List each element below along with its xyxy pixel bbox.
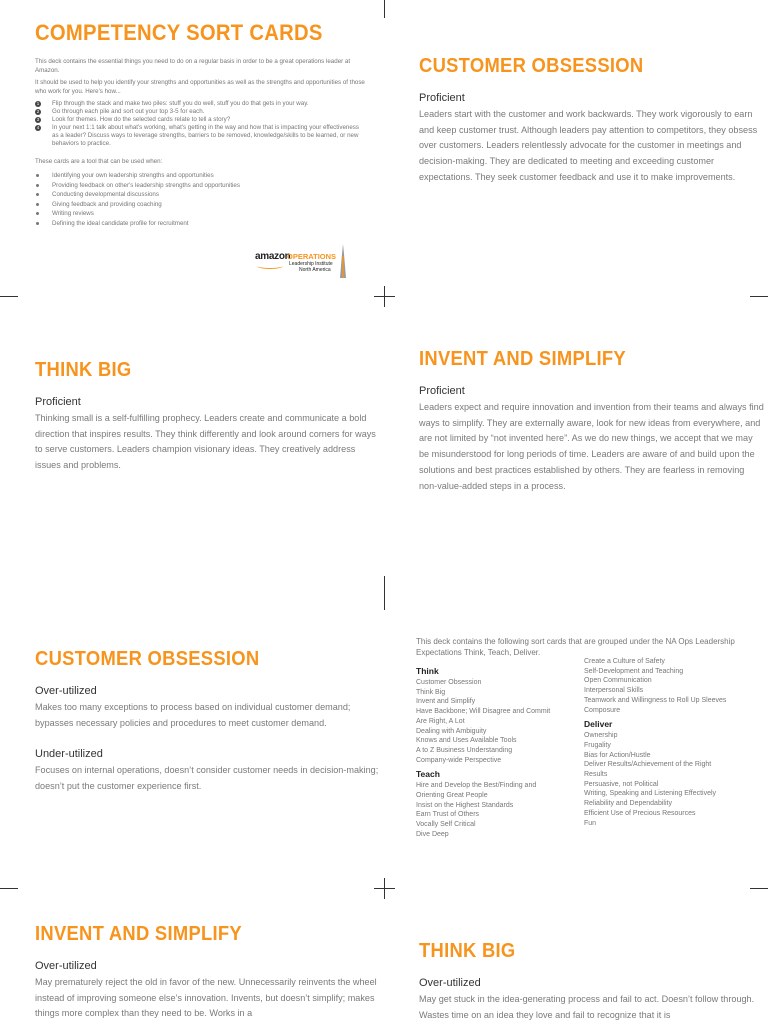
crop-mark bbox=[384, 0, 385, 18]
card-title: INVENT AND SIMPLIFY bbox=[35, 923, 242, 945]
use-item: Providing feedback on other's leadership strengths and opportunities bbox=[35, 181, 365, 191]
use-item: Conducting developmental discussions bbox=[35, 190, 365, 200]
crop-mark bbox=[750, 296, 768, 297]
list-item: Invent and Simplify bbox=[416, 698, 476, 706]
step-item: 3 Look for themes. How do the selected cards relate to tell a story? bbox=[36, 116, 231, 124]
card-subheading: Proficient bbox=[419, 385, 465, 397]
card-title: CUSTOMER OBSESSION bbox=[35, 648, 260, 670]
list-item: Deliver Results/Achievement of the Right bbox=[584, 761, 712, 769]
list-item: Earn Trust of Others bbox=[416, 811, 480, 819]
card-subheading: Over-utilized bbox=[419, 977, 481, 989]
list-item: Vocally Self Critical bbox=[416, 821, 476, 829]
uses-lead: These cards are a tool that can be used when: bbox=[35, 158, 163, 166]
use-item: Writing reviews bbox=[35, 209, 365, 219]
list-item: Have Backbone; Will Disagree and Commit bbox=[416, 708, 551, 716]
list-column-right bbox=[584, 657, 749, 828]
step-number-icon: 3 bbox=[36, 117, 40, 123]
use-item: Defining the ideal candidate profile for recruitment bbox=[35, 219, 365, 229]
use-item: Identifying your own leadership strengths and opportunities bbox=[35, 171, 365, 181]
list-item: Knows and Uses Available Tools bbox=[416, 737, 517, 745]
card-body: May prematurely reject the old in favor of the new. Unnecessarily reinvents the wheel instead of improving someone else’s innovation. Invents, but doesn’t simplify; makes things more complex than they need to be. Works in a bbox=[35, 977, 377, 1019]
card-customer-obsession-utilization bbox=[35, 648, 380, 795]
crop-mark bbox=[0, 888, 18, 889]
uses-list bbox=[35, 171, 365, 229]
list-item: Think Big bbox=[416, 688, 446, 696]
list-item: Open Communication bbox=[584, 677, 652, 685]
list-item: A to Z Business Understanding bbox=[416, 746, 513, 754]
list-item: Frugality bbox=[584, 741, 611, 749]
list-item: Hire and Develop the Best/Finding and bbox=[416, 782, 537, 790]
card-subheading: Under-utilized bbox=[35, 748, 103, 761]
crop-mark bbox=[0, 296, 18, 297]
list-item: Create a Culture of Safety bbox=[584, 658, 665, 665]
card-list-card bbox=[416, 636, 761, 838]
list-item: Dive Deep bbox=[416, 830, 449, 838]
list-item: Composure bbox=[584, 706, 621, 714]
list-item: Interpersonal Skills bbox=[584, 687, 644, 695]
group-heading-think: Think bbox=[416, 666, 439, 676]
card-body: Leaders expect and require innovation and invention from their teams and always find ways to simplify. They are externally aware, look for new ideas from everywhere, and are not limited by “not invented here”. As we do new things, we accept that we may be misunderstood for long periods of time. Leaders are aware of and build upon the solutions and best practices established by others. They are fearless in removing non-value-added steps in a process. bbox=[419, 402, 764, 491]
card-invent-simplify-overutilized bbox=[35, 923, 380, 1022]
card-title: INVENT AND SIMPLIFY bbox=[419, 348, 626, 370]
card-subheading: Over-utilized bbox=[35, 960, 97, 972]
use-item: Giving feedback and providing coaching bbox=[35, 200, 365, 210]
smile-icon bbox=[257, 263, 283, 269]
card-body: Makes too many exceptions to process based on individual customer demand; bypasses necessary policies and procedures to meet customer demand. bbox=[35, 702, 351, 728]
list-item: Orienting Great People bbox=[416, 792, 488, 800]
list-item: Customer Obsession bbox=[416, 679, 482, 686]
card-subheading: Proficient bbox=[35, 396, 81, 408]
step-number-icon: 4 bbox=[36, 125, 40, 131]
step-number-icon: 2 bbox=[36, 109, 40, 115]
list-item: Self-Development and Teaching bbox=[584, 667, 684, 675]
list-item: Fun bbox=[584, 819, 597, 827]
step-number-icon: 1 bbox=[36, 101, 40, 107]
card-body: May get stuck in the idea-generating process and fail to act. Doesn’t follow through. Wastes time on an idea they love and fail to recognize that it is bbox=[419, 994, 755, 1020]
card-title: CUSTOMER OBSESSION bbox=[419, 55, 644, 77]
intro-card bbox=[35, 20, 365, 229]
card-body: Focuses on internal operations, doesn’t consider customer needs in decision-making; doesn’t put the customer experience first. bbox=[35, 765, 379, 792]
step-item: 1 Flip through the stack and make two piles: stuff you do well, stuff you do that gets in your way. bbox=[36, 100, 309, 108]
card-body: Thinking small is a self-fulfilling prophecy. Leaders create and communicate a bold direction that inspires results. They think differently and look around corners for ways to serve customers. Leaders champion visionary ideas. They creatively address issues and problems. bbox=[35, 413, 376, 471]
card-body: Leaders start with the customer and work backwards. They work vigorously to earn and keep customer trust. Although leaders pay attention to competitors, they obsess over customers. Leaders relentlessly advocate for the customer in meetings and decision-making. They are dedicated to meeting and exceeding customer expectations. They seek customer feedback and use it to make improvements. bbox=[419, 109, 758, 182]
group-heading-deliver: Deliver bbox=[584, 719, 613, 730]
list-item: Writing, Speaking and Listening Effectively bbox=[584, 790, 717, 798]
list-item: Teamwork and Willingness to Roll Up Sleeves bbox=[584, 696, 727, 704]
list-item: Company-wide Perspective bbox=[416, 756, 502, 764]
steps-list bbox=[35, 100, 365, 148]
list-item: Persuasive, not Political bbox=[584, 780, 659, 788]
list-item: Results bbox=[584, 771, 608, 779]
card-customer-obsession-proficient bbox=[419, 55, 764, 186]
intro-title: COMPETENCY SORT CARDS bbox=[35, 20, 323, 45]
list-item: Reliability and Dependability bbox=[584, 800, 672, 808]
card-subheading: Over-utilized bbox=[35, 685, 97, 697]
tower-icon bbox=[339, 244, 347, 278]
card-invent-simplify-proficient bbox=[419, 348, 764, 494]
group-heading-teach: Teach bbox=[416, 769, 440, 780]
crop-mark bbox=[750, 888, 768, 889]
card-title: THINK BIG bbox=[35, 359, 132, 381]
card-subheading: Proficient bbox=[419, 92, 465, 104]
card-think-big-proficient bbox=[35, 359, 380, 474]
list-item: Are Right, A Lot bbox=[416, 717, 465, 725]
step-item: 2 Go through each pile and sort out your top 3-5 for each. bbox=[36, 108, 205, 116]
intro-paragraph: It should be used to help you identify your strengths and opportunities as well as the strengths and opportunities of those who work for you. Here's how... bbox=[35, 79, 365, 95]
intro-paragraph: This deck contains the essential things you need to do on a regular basis in order to be a great operations leader at Amazon. bbox=[35, 58, 351, 74]
list-item: Ownership bbox=[584, 732, 618, 740]
card-think-big-overutilized bbox=[419, 940, 764, 1023]
list-item: Bias for Action/Hustle bbox=[584, 751, 651, 759]
list-column-left bbox=[416, 666, 581, 840]
card-title: THINK BIG bbox=[419, 940, 516, 962]
crop-mark bbox=[384, 286, 385, 307]
step-item: 4 In your next 1:1 talk about what's working, what's getting in the way and how that is impacting your effectiveness as a leader? Discuss ways to leverage strengths, barriers to be removed, knowledge/skills to be learned, or new behaviors to practice. bbox=[36, 124, 359, 148]
crop-mark bbox=[384, 878, 385, 899]
crop-mark bbox=[384, 576, 385, 610]
list-item: Insist on the Highest Standards bbox=[416, 801, 514, 809]
list-item: Efficient Use of Precious Resources bbox=[584, 809, 696, 817]
amazon-operations-logo: amazon OPERATIONS Leadership Institute North America bbox=[255, 244, 350, 280]
list-lead: This deck contains the following sort cards that are grouped under the NA Ops Leadership Expectations Think, Teach, Deliver. bbox=[416, 637, 735, 657]
list-item: Dealing with Ambiguity bbox=[416, 727, 487, 735]
